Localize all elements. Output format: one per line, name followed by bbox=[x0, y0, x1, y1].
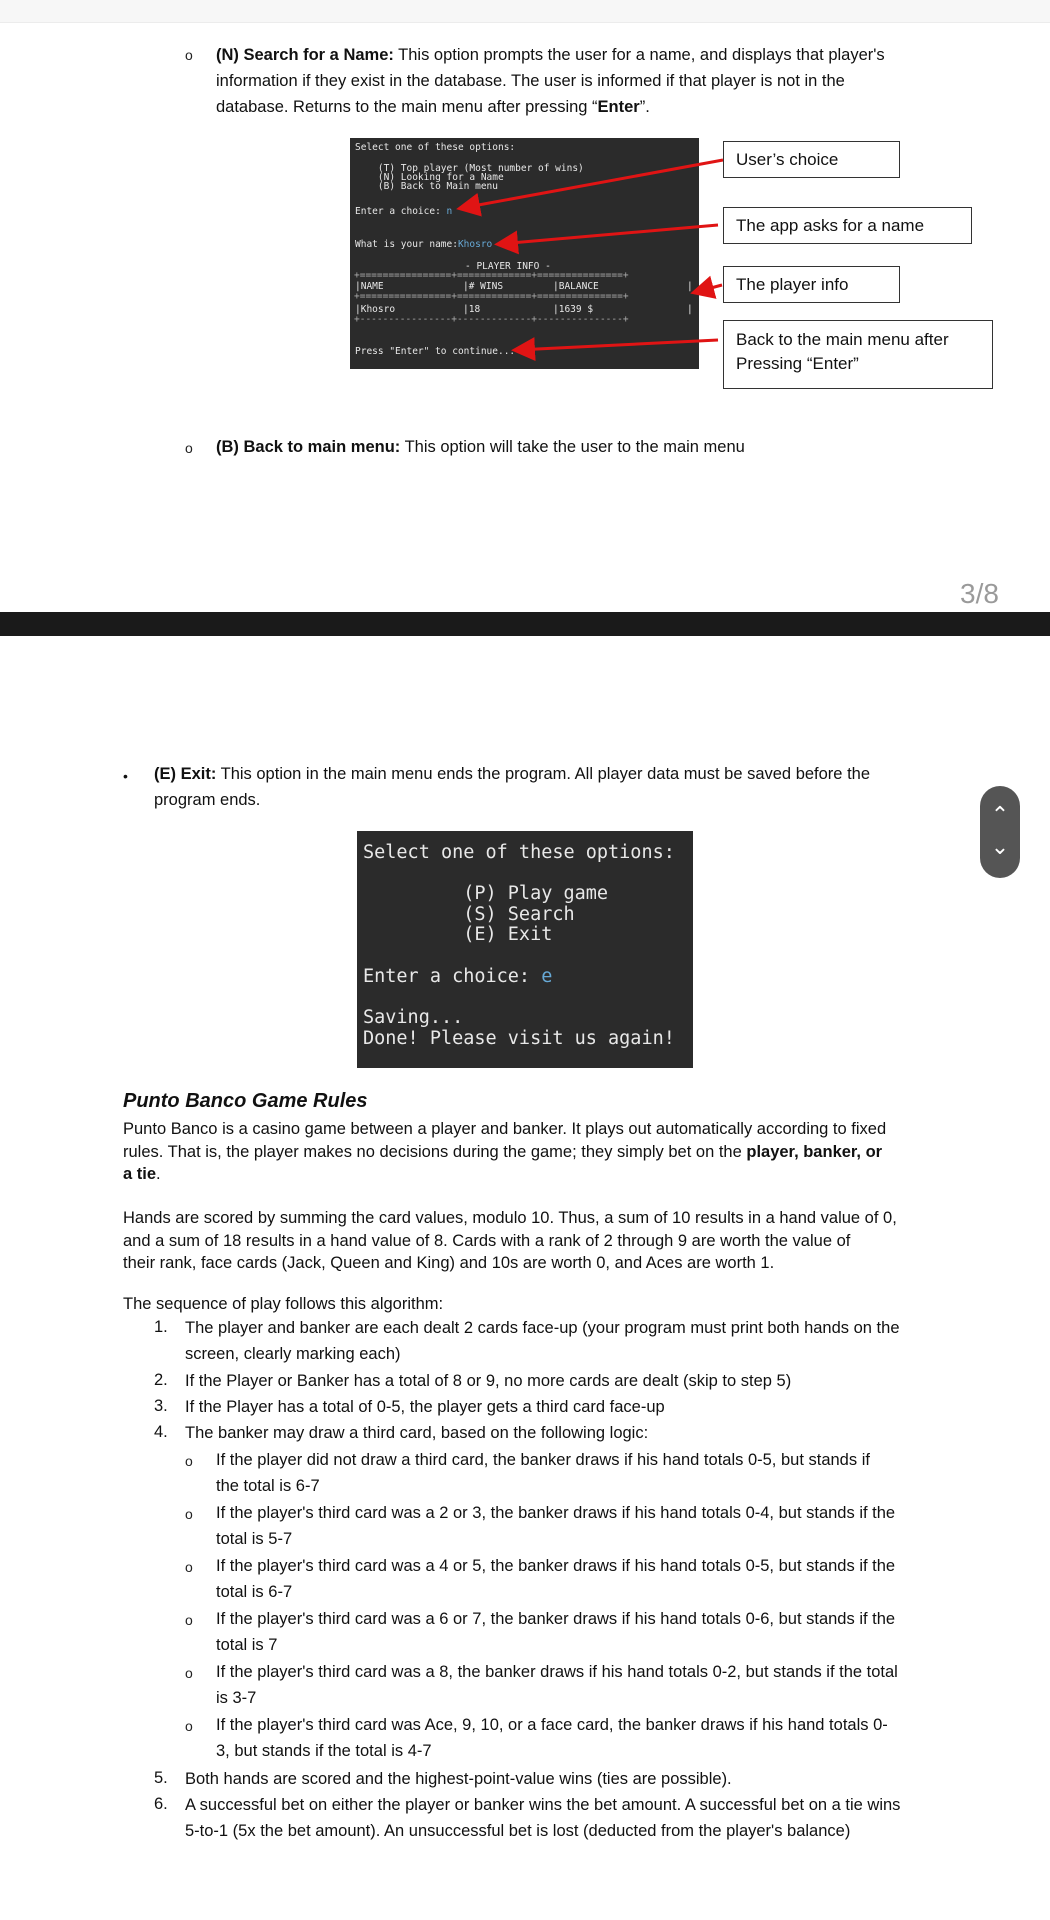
terminal-exit-screenshot: Select one of these options: (P) Play game (S) Search (E) Exit Enter a choice: e Saving... Done! Please visit us again! bbox=[357, 831, 693, 1068]
list-item: If the player's third card was a 2 or 3, the banker draws if his hand totals 0-4, but stands if the total is 5-7 bbox=[216, 1504, 896, 1548]
list-bullet: o bbox=[185, 1665, 193, 1681]
step-number: 6. bbox=[154, 1795, 168, 1813]
list-bullet: o bbox=[185, 1453, 193, 1469]
list-item: If the Player or Banker has a total of 8 or 9, no more cards are dealt (skip to step 5) bbox=[185, 1372, 792, 1390]
list-item: If the player's third card was a 6 or 7, the banker draws if his hand totals 0-6, but stands if the total is 7 bbox=[216, 1610, 896, 1654]
callout-back-main-menu: Back to the main menu after Pressing “Enter” bbox=[723, 320, 993, 389]
option-label: (N) Search for a Name: bbox=[216, 46, 394, 64]
arrow-users-choice bbox=[462, 160, 723, 208]
step-number: 5. bbox=[154, 1769, 168, 1787]
rules-paragraph-1: Punto Banco is a casino game between a player and banker. It plays out automatically according to fixed rules. That is, the player makes no decisions during the game; they simply bet on the player, banker, or a tie. bbox=[123, 1120, 887, 1183]
callout-player-info: The player info bbox=[723, 266, 900, 303]
step-number: 3. bbox=[154, 1397, 168, 1415]
terminal-search-screenshot: Select one of these options: (T) Top player (Most number of wins) (N) Looking for a Name (B) Back to Main menu Enter a choice: n What is your name:Khosro - PLAYER INFO - +================+=============+===============+ |NAME |# WINS |BALANCE | +================+=============+===============+ |Khosro |18 |1639 $ | +----------------+-------------+---------------+ Press "Enter" to continue... bbox=[350, 138, 699, 369]
section-heading: Punto Banco Game Rules bbox=[123, 1090, 368, 1112]
list-item: If the player's third card was a 4 or 5, the banker draws if his hand totals 0-5, but stands if the total is 6-7 bbox=[216, 1557, 896, 1601]
list-bullet: • bbox=[123, 768, 128, 784]
list-bullet: o bbox=[185, 1612, 193, 1628]
option-label: (E) Exit: bbox=[154, 765, 217, 783]
list-bullet: o bbox=[185, 440, 193, 456]
list-item: If the player's third card was a 8, the banker draws if his hand totals 0-2, but stands if the total is 3-7 bbox=[216, 1663, 898, 1707]
list-item: If the Player has a total of 0-5, the player gets a third card face-up bbox=[185, 1398, 665, 1416]
back-menu-description: (B) Back to main menu: This option will take the user to the main menu bbox=[216, 438, 745, 456]
arrow-player-info bbox=[696, 285, 722, 292]
page-separator bbox=[0, 612, 1050, 636]
list-item: Both hands are scored and the highest-point-value wins (ties are possible). bbox=[185, 1770, 732, 1788]
chevron-up-icon[interactable]: ⌃ bbox=[990, 802, 1010, 827]
list-item: If the player's third card was Ace, 9, 10, or a face card, the banker draws if his hand totals 0- 3, but stands if the total is 4-7 bbox=[216, 1716, 888, 1760]
option-label: (B) Back to main menu: bbox=[216, 438, 401, 456]
list-bullet: o bbox=[185, 1559, 193, 1575]
list-item: The banker may draw a third card, based on the following logic: bbox=[185, 1424, 649, 1442]
list-item: If the player did not draw a third card, the banker draws if his hand totals 0-5, but stands if the total is 6-7 bbox=[216, 1451, 870, 1495]
page-indicator: 3/8 bbox=[960, 578, 999, 609]
arrow-asks-name bbox=[500, 225, 718, 244]
page-nav-control bbox=[980, 786, 1020, 878]
list-item: The player and banker are each dealt 2 cards face-up (your program must print both hands on the screen, clearly marking each) bbox=[185, 1319, 900, 1363]
list-bullet: o bbox=[185, 1718, 193, 1734]
list-bullet: o bbox=[185, 47, 193, 63]
step-number: 2. bbox=[154, 1371, 168, 1389]
step-number: 1. bbox=[154, 1318, 168, 1336]
sequence-intro: The sequence of play follows this algorithm: bbox=[123, 1295, 444, 1313]
callout-asks-name: The app asks for a name bbox=[723, 207, 972, 244]
chevron-down-icon[interactable]: ⌄ bbox=[990, 834, 1010, 859]
rules-paragraph-2: Hands are scored by summing the card values, modulo 10. Thus, a sum of 10 results in a hand value of 0, and a sum of 18 results in a hand value of 8. Cards with a rank of 2 through 9 are worth the value of their rank, face cards (Jack, Queen and King) and 10s are worth 0, and Aces are worth 1. bbox=[123, 1209, 897, 1272]
callout-users-choice: User’s choice bbox=[723, 141, 900, 178]
step-number: 4. bbox=[154, 1423, 168, 1441]
arrow-back-menu bbox=[517, 340, 718, 350]
exit-description: (E) Exit: This option in the main menu ends the program. All player data must be saved before the program ends. bbox=[154, 765, 871, 809]
list-item: A successful bet on either the player or banker wins the bet amount. A successful bet on a tie wins 5-to-1 (5x the bet amount). An unsuccessful bet is lost (deducted from the player's balance) bbox=[185, 1796, 901, 1840]
list-bullet: o bbox=[185, 1506, 193, 1522]
search-name-description: (N) Search for a Name: This option prompts the user for a name, and displays that player's information if they exist in the database. The user is informed if that player is not in the database. Returns to the main menu after pressing “Enter”. bbox=[216, 46, 885, 116]
